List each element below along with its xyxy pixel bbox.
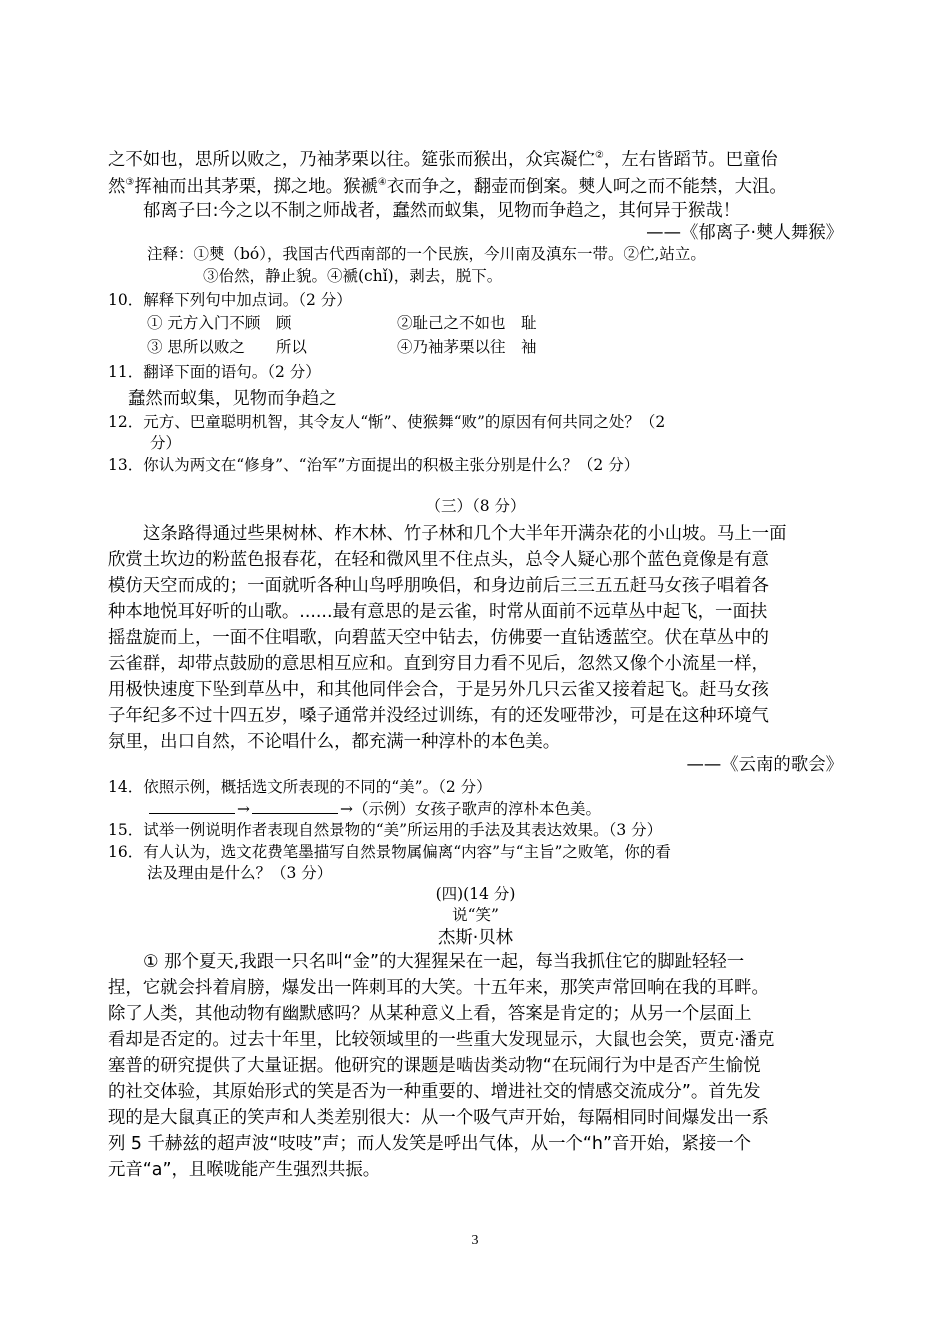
question-10: 10．解释下列句中加点词。（2 分） [108, 291, 352, 309]
passage-line: 氛里，出口自然，不论唱什么，都充满一种淳朴的本色美。 [108, 732, 561, 752]
question-10-item: ②耻己之不如也 耻 [397, 314, 537, 332]
question-16: 16．有人认为，选文花费笔墨描写自然景物属偏离“内容”与“主旨”之败笔，你的看 [108, 843, 671, 861]
passage-source: ——《郁离子·僰人舞猴》 [646, 223, 843, 243]
question-13: 13．你认为两文在“修身”、“治军”方面提出的积极主张分别是什么？（2 分） [108, 456, 640, 474]
footnote-mark: ④ [377, 177, 387, 189]
answer-blank[interactable] [149, 799, 235, 814]
passage-line: 塞普的研究提供了大量证据。他研究的课题是啮齿类动物“在玩闹行为中是否产生愉悦 [108, 1056, 761, 1076]
passage-line: 摇盘旋而上，一面不住唱歌，向碧蓝天空中钻去，仿佛要一直钻透蓝空。伏在草丛中的 [108, 628, 769, 648]
footnote-mark: ③ [125, 177, 135, 189]
annotation-line: ③佁然，静止貌。④褫(chǐ)，剥去，脱下。 [203, 267, 503, 285]
answer-blank[interactable] [252, 799, 338, 814]
page-number: 3 [471, 1233, 479, 1248]
passage-line: 捏，它就会抖着肩膀，爆发出一阵刺耳的大笑。十五年来，那笑声常回响在我的耳畔。 [108, 978, 769, 998]
passage-line: 欣赏土坎边的粉蓝色报春花，在轻和微风里不住点头，总令人疑心那个蓝色竟像是有意 [108, 550, 769, 570]
question-14-answer: → →（示例）女孩子歌声的淳朴本色美。 [147, 797, 847, 819]
question-16-cont: 法及理由是什么？（3 分） [147, 864, 333, 882]
passage-line: ① 那个夏天,我跟一只名叫“金”的大猩猩呆在一起，每当我抓住它的脚趾轻轻一 [143, 952, 745, 972]
question-12-cont: 分） [150, 434, 182, 452]
passage-line: 云雀群，却带点鼓励的意思相互应和。直到穷目力看不见后，忽然又像个小流星一样， [108, 654, 769, 674]
question-14: 14．依照示例，概括选文所表现的不同的“美”。（2 分） [108, 778, 492, 796]
passage-line: 然③挥袖而出其茅栗，掷之地。猴褫④衣而争之，翻壶而倒案。僰人呵之而不能禁，大沮。 [108, 177, 787, 197]
question-11-text: 蠢然而蚁集，见物而争趋之 [128, 389, 337, 409]
question-12: 12．元方、巴童聪明机智，其令友人“惭”、使猴舞“败”的原因有何共同之处？（2 [108, 413, 666, 431]
question-15: 15．试举一例说明作者表现自然景物的“美”所运用的手法及其表达效果。（3 分） [108, 821, 663, 839]
annotation-line: 注释：①僰（bó），我国古代西南部的一个民族，今川南及滇东一带。②伫,站立。 [147, 245, 706, 263]
passage-line: 郁离子曰:今之以不制之师战者，蠢然而蚁集，见物而争趋之，其何异于猴哉！ [143, 201, 741, 221]
passage-line: 现的是大鼠真正的笑声和人类差别很大：从一个吸气声开始，每隔相同时间爆发出一系 [108, 1108, 769, 1128]
passage-line: 之不如也，思所以败之，乃袖茅栗以往。筵张而猴出，众宾凝伫②，左右皆蹈节。巴童佁 [108, 150, 778, 170]
question-10-item: ③ 思所以败之 所以 [147, 338, 307, 356]
passage-line: 除了人类，其他动物有幽默感吗？从某种意义上看，答案是肯定的；从另一个层面上 [108, 1004, 752, 1024]
question-10-item: ① 元方入门不顾 顾 [147, 314, 292, 332]
article-title: 说“笑” [452, 906, 499, 924]
passage-source: ——《云南的歌会》 [686, 755, 843, 775]
passage-line: 用极快速度下坠到草丛中，和其他同伴会合，于是另外几只云雀又接着起飞。赶马女孩 [108, 680, 769, 700]
footnote-mark: ② [594, 150, 604, 162]
question-11: 11．翻译下面的语句。（2 分） [108, 363, 321, 381]
passage-line: 这条路得通过些果树林、柞木林、竹子林和几个大半年开满杂花的小山坡。马上一面 [143, 524, 787, 544]
article-author: 杰斯·贝林 [437, 928, 514, 948]
passage-line: 元音“a”，且喉咙能产生强烈共振。 [108, 1160, 381, 1180]
passage-line: 的社交体验，其原始形式的笑是否为一种重要的、增进社交的情感交流成分”。首先发 [108, 1082, 761, 1102]
question-10-item: ④乃袖茅栗以往 袖 [397, 338, 537, 356]
passage-line: 子年纪多不过十四五岁，嗓子通常并没经过训练，有的还发哑带沙，可是在这种环境气 [108, 706, 769, 726]
passage-line: 看却是否定的。过去十年里，比较领域里的一些重大发现显示，大鼠也会笑，贾克·潘克 [108, 1030, 775, 1050]
section-heading: （三）（8 分） [425, 497, 526, 515]
section-heading: (四)(14 分) [435, 885, 516, 903]
passage-line: 种本地悦耳好听的山歌。......最有意思的是云雀，时常从面前不远草丛中起飞，一面扶 [108, 602, 768, 622]
passage-line: 列 5 千赫兹的超声波“吱吱”声；而人发笑是呼出气体，从一个“h”音开始，紧接一个 [108, 1134, 752, 1154]
passage-line: 模仿天空而成的；一面就听各种山鸟呼朋唤侣，和身边前后三三五五赶马女孩子唱着各 [108, 576, 769, 596]
